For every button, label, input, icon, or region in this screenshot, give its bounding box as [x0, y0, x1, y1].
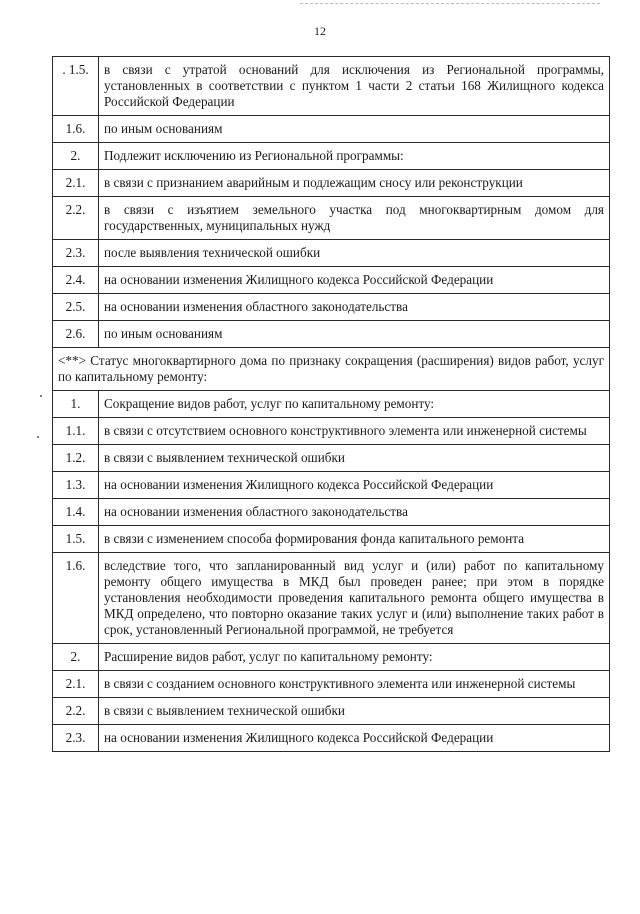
row-text: на основании изменения Жилищного кодекса Российской Федерации: [99, 267, 610, 294]
row-text: Сокращение видов работ, услуг по капитальному ремонту:: [99, 391, 610, 418]
table-row: [53, 418, 610, 445]
table-row: [53, 472, 610, 499]
table-row: [53, 445, 610, 472]
table-row: [53, 553, 610, 644]
row-text: в связи с выявлением технической ошибки: [99, 445, 610, 472]
row-text: в связи с отсутствием основного конструктивного элемента или инженерной системы: [99, 418, 610, 445]
table-row: [53, 698, 610, 725]
scan-speck: [40, 395, 42, 397]
table-row: [53, 526, 610, 553]
row-text: в связи с изменением способа формирования фонда капитального ремонта: [99, 526, 610, 553]
row-number: 1.6.: [53, 553, 99, 644]
table-row: [53, 391, 610, 418]
row-text: в связи с изъятием земельного участка под многоквартирным домом для государственных, муниципальных нужд: [99, 197, 610, 240]
row-text: на основании изменения областного законодательства: [99, 499, 610, 526]
page-number: 12: [314, 24, 326, 38]
row-number: 2.5.: [53, 294, 99, 321]
table-row: [53, 240, 610, 267]
row-number: 2.1.: [53, 671, 99, 698]
table-row: [53, 143, 610, 170]
table-row: [53, 294, 610, 321]
row-number: 2.3.: [53, 725, 99, 752]
scan-speck: [37, 436, 39, 438]
table-row: [53, 321, 610, 348]
table-row: [53, 57, 610, 116]
status-table: [52, 56, 610, 752]
row-text: на основании изменения Жилищного кодекса Российской Федерации: [99, 725, 610, 752]
table-row: [53, 644, 610, 671]
row-number: 2.: [53, 644, 99, 671]
row-number: 1.1.: [53, 418, 99, 445]
row-text: на основании изменения областного законодательства: [99, 294, 610, 321]
row-text: по иным основаниям: [99, 321, 610, 348]
row-number: 1.3.: [53, 472, 99, 499]
row-text: в связи с признанием аварийным и подлежащим сносу или реконструкции: [99, 170, 610, 197]
row-text: на основании изменения Жилищного кодекса Российской Федерации: [99, 472, 610, 499]
table-row: [53, 499, 610, 526]
row-number: 2.4.: [53, 267, 99, 294]
row-number: 2.1.: [53, 170, 99, 197]
row-number: 2.2.: [53, 698, 99, 725]
scan-artifact-line: [300, 3, 600, 4]
table-row: [53, 116, 610, 143]
row-text: Расширение видов работ, услуг по капитальному ремонту:: [99, 644, 610, 671]
row-text: Подлежит исключению из Региональной программы:: [99, 143, 610, 170]
row-number: 1.5.: [53, 526, 99, 553]
row-number: 1.: [53, 391, 99, 418]
row-number: . 1.5.: [53, 57, 99, 116]
row-text: в связи с выявлением технической ошибки: [99, 698, 610, 725]
section-header: <**> Статус многоквартирного дома по признаку сокращения (расширения) видов работ, услуг по капитальному ремонту:: [53, 348, 610, 391]
row-number: 2.6.: [53, 321, 99, 348]
row-number: 2.: [53, 143, 99, 170]
row-text: после выявления технической ошибки: [99, 240, 610, 267]
table-row: [53, 725, 610, 752]
row-text: вследствие того, что запланированный вид услуг и (или) работ по капитальному ремонту общего имущества в МКД был проведен ранее; при этом в порядке установления необходимости проведения капитального ремонта общего имущества в МКД определено, что повторно оказание таких услуг и (или) выполнение таких работ в срок, установленный Региональной программой, не требуется: [99, 553, 610, 644]
row-number: 1.6.: [53, 116, 99, 143]
row-text: в связи с утратой оснований для исключения из Региональной программы, установленных в соответствии с пунктом 1 части 2 статьи 168 Жилищного кодекса Российской Федерации: [99, 57, 610, 116]
row-text: по иным основаниям: [99, 116, 610, 143]
row-number: 1.4.: [53, 499, 99, 526]
table-row: [53, 267, 610, 294]
table-row: [53, 671, 610, 698]
row-number: 2.2.: [53, 197, 99, 240]
table-row: [53, 197, 610, 240]
row-number: 2.3.: [53, 240, 99, 267]
section-header-row: [53, 348, 610, 391]
row-number: 1.2.: [53, 445, 99, 472]
table-row: [53, 170, 610, 197]
row-text: в связи с созданием основного конструктивного элемента или инженерной системы: [99, 671, 610, 698]
